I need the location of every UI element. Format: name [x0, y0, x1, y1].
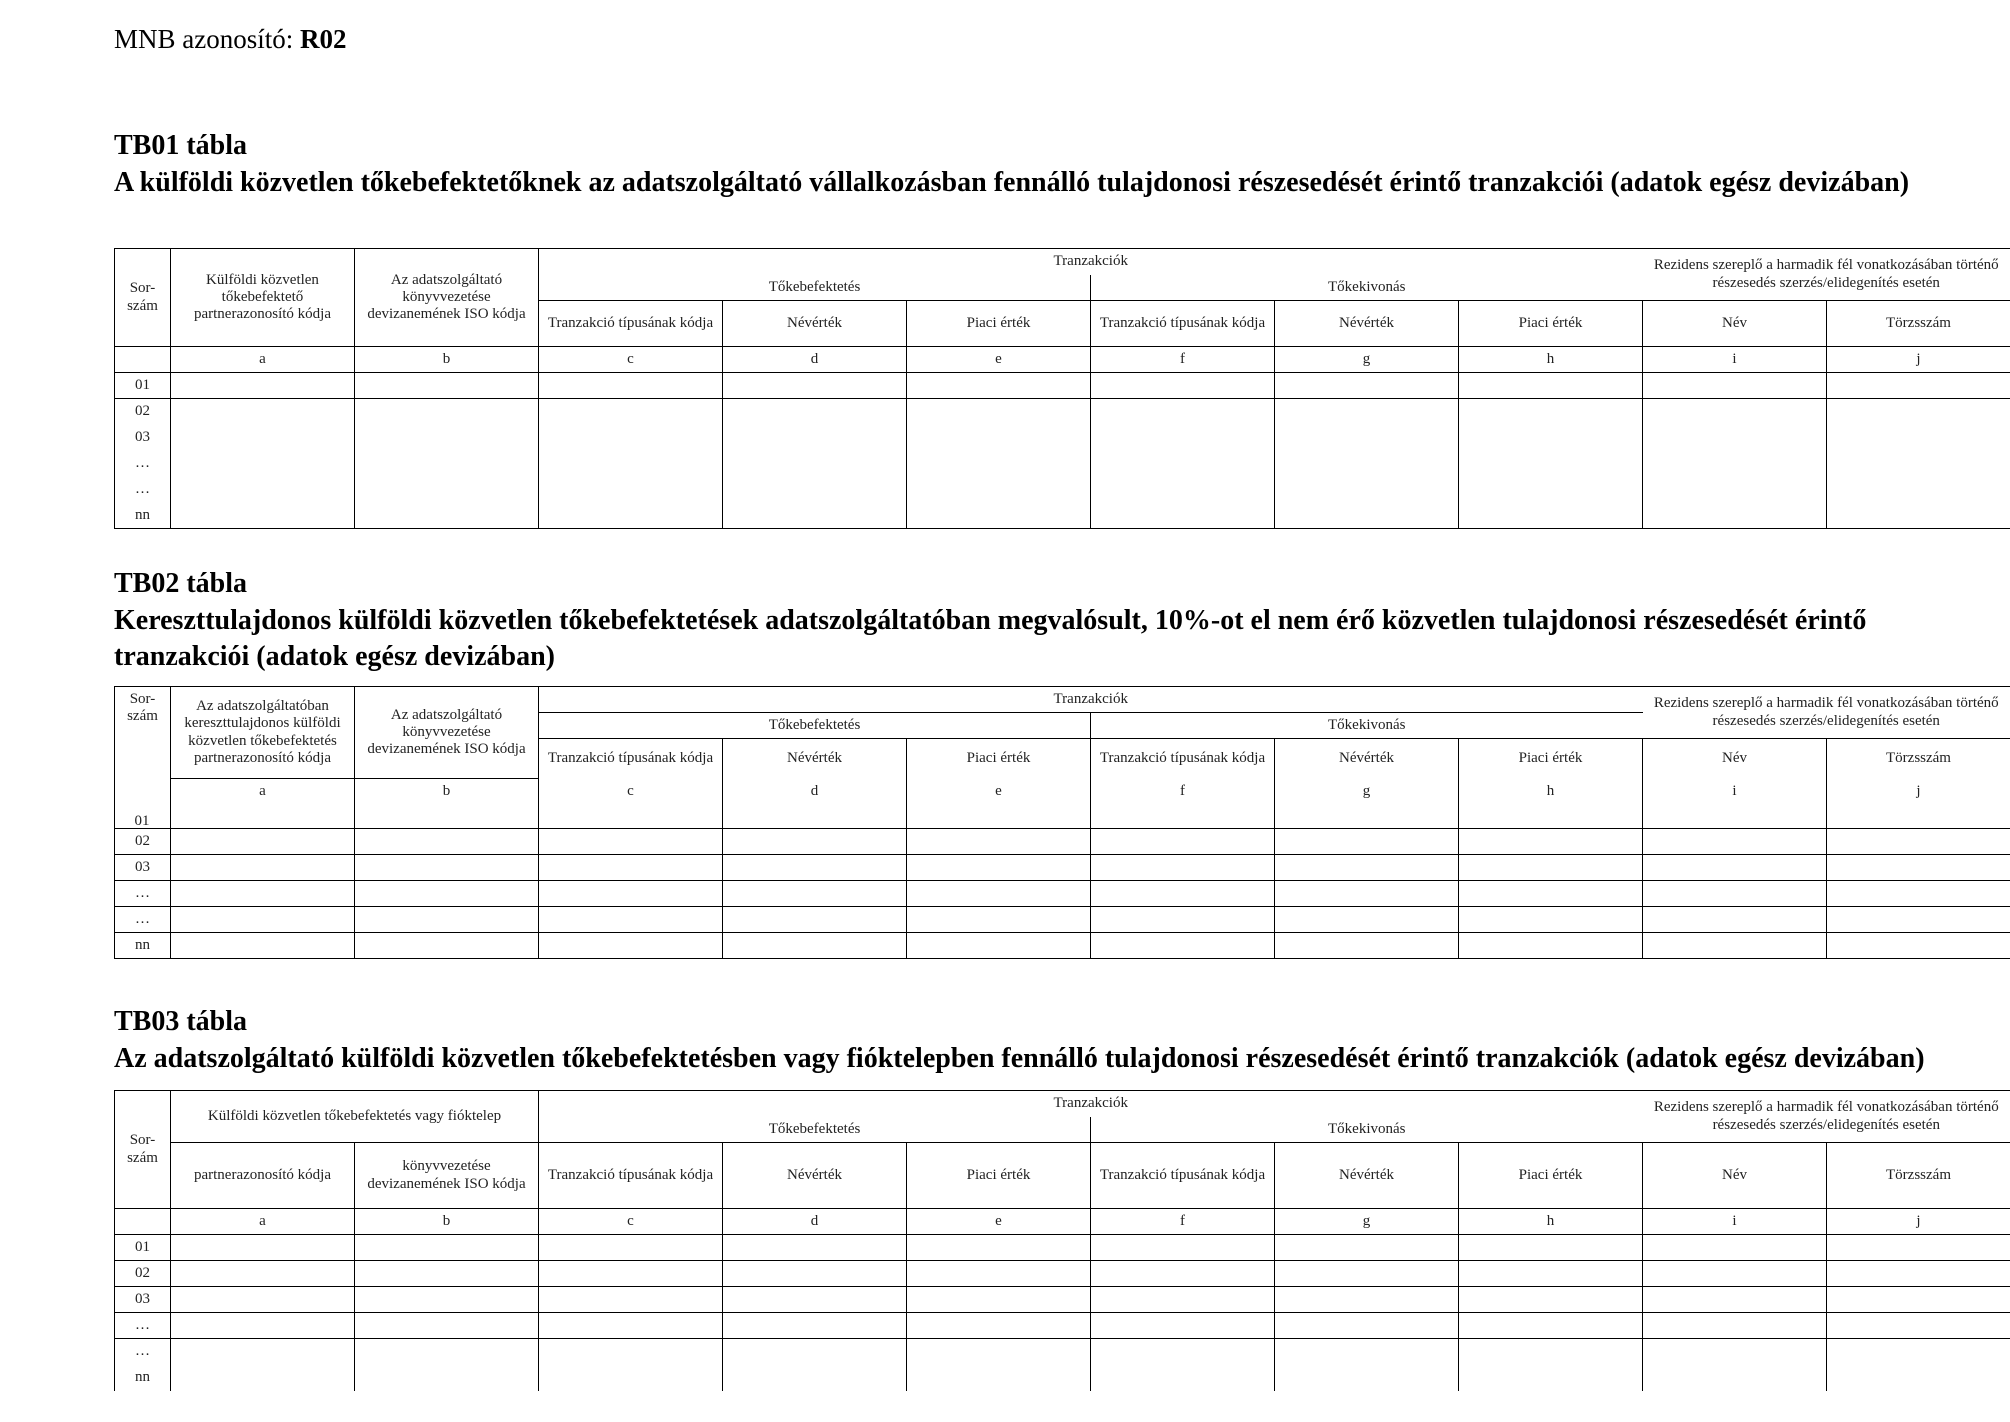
- table-row: [115, 1235, 2010, 1261]
- tb01-letter: i: [1643, 347, 1827, 373]
- tb03-h-tranzakciok: Tranzakciók: [539, 1091, 1643, 1117]
- data-cell[interactable]: [1827, 855, 2010, 881]
- data-cell[interactable]: [355, 1261, 539, 1287]
- row-number: …: [115, 1313, 171, 1339]
- data-cell[interactable]: [1643, 881, 1827, 907]
- table-row: [115, 829, 2010, 855]
- data-cell[interactable]: [539, 1339, 723, 1391]
- tb03-letter: e: [907, 1209, 1091, 1235]
- data-cell[interactable]: [1459, 907, 1643, 933]
- identifier-value: R02: [300, 24, 347, 54]
- data-cell[interactable]: [1459, 1287, 1643, 1313]
- data-cell[interactable]: [907, 881, 1091, 907]
- data-cell[interactable]: [1275, 907, 1459, 933]
- data-cell[interactable]: [355, 829, 539, 855]
- data-cell[interactable]: [539, 399, 723, 529]
- tb01-letter: g: [1275, 347, 1459, 373]
- row-number: nn: [115, 933, 171, 959]
- data-cell[interactable]: [355, 855, 539, 881]
- data-cell[interactable]: [171, 1339, 355, 1391]
- data-cell[interactable]: [907, 1339, 1091, 1391]
- row-number: 01: [134, 813, 150, 829]
- document-identifier: [114, 24, 347, 55]
- row-number: nn: [115, 503, 171, 529]
- table-row: [115, 399, 2010, 425]
- tb03-h-h: Piaci érték: [1459, 1143, 1643, 1209]
- data-cell[interactable]: [539, 373, 723, 399]
- data-cell[interactable]: [1827, 373, 2010, 399]
- table-row: [115, 373, 2010, 399]
- tb01-letter: e: [907, 347, 1091, 373]
- data-cell[interactable]: [1091, 907, 1275, 933]
- data-cell[interactable]: [1643, 1235, 1827, 1261]
- tb02-h-a: Az adatszolgáltatóban kereszttulajdonos külföldi közvetlen tőkebefektetés partnerazonosító kódja: [171, 687, 355, 779]
- data-cell[interactable]: [723, 829, 907, 855]
- data-cell[interactable]: [539, 855, 723, 881]
- row-number: 03: [115, 855, 171, 881]
- tb02-h-kivonas: Tőkekivonás: [1091, 713, 1643, 739]
- data-cell[interactable]: [1091, 1235, 1275, 1261]
- data-cell[interactable]: [1643, 373, 1827, 399]
- data-cell[interactable]: [539, 1261, 723, 1287]
- data-cell[interactable]: [539, 1235, 723, 1261]
- tb03-letter: j: [1827, 1209, 2010, 1235]
- tb02-letter: j: [1827, 779, 2010, 829]
- data-cell[interactable]: [1459, 399, 1643, 529]
- tb01-h-f: Tranzakció típusának kódja: [1091, 301, 1275, 347]
- data-cell[interactable]: [539, 907, 723, 933]
- data-cell[interactable]: [171, 1261, 355, 1287]
- tb01-letter: h: [1459, 347, 1643, 373]
- data-cell[interactable]: [171, 907, 355, 933]
- data-cell[interactable]: [907, 1261, 1091, 1287]
- data-cell[interactable]: [355, 399, 539, 529]
- data-cell[interactable]: [1091, 1313, 1275, 1339]
- tb01-h-e: Piaci érték: [907, 301, 1091, 347]
- data-cell[interactable]: [355, 1313, 539, 1339]
- data-cell[interactable]: [1091, 881, 1275, 907]
- tb01-title: TB01 tábla: [114, 130, 248, 161]
- data-cell[interactable]: [1643, 829, 1827, 855]
- data-cell[interactable]: [355, 933, 539, 959]
- tb02-h-f: Tranzakció típusának kódja: [1091, 739, 1275, 779]
- data-cell[interactable]: [723, 855, 907, 881]
- data-cell[interactable]: [1827, 1287, 2010, 1313]
- data-cell[interactable]: [539, 1287, 723, 1313]
- tb03-h-c: Tranzakció típusának kódja: [539, 1143, 723, 1209]
- data-cell[interactable]: [1827, 399, 2010, 529]
- tb02-title: TB02 tábla: [114, 568, 248, 599]
- data-cell[interactable]: [723, 399, 907, 529]
- tb03-letter: g: [1275, 1209, 1459, 1235]
- data-cell[interactable]: [1459, 1313, 1643, 1339]
- data-cell[interactable]: [1275, 1235, 1459, 1261]
- tb01-letter: f: [1091, 347, 1275, 373]
- data-cell[interactable]: [1091, 1261, 1275, 1287]
- data-cell[interactable]: [723, 881, 907, 907]
- data-cell[interactable]: [355, 1339, 539, 1391]
- tb02-h-c: Tranzakció típusának kódja: [539, 739, 723, 779]
- tb03-h-a: partnerazonosító kódja: [171, 1143, 355, 1209]
- tb03-letter: d: [723, 1209, 907, 1235]
- tb01-h-j: Törzsszám: [1827, 301, 2010, 347]
- row-number: 01: [115, 1235, 171, 1261]
- identifier-label: MNB azonosító:: [114, 24, 294, 54]
- data-cell[interactable]: [355, 881, 539, 907]
- data-cell[interactable]: [1643, 1313, 1827, 1339]
- data-cell[interactable]: [907, 1287, 1091, 1313]
- row-number: 02: [115, 399, 171, 425]
- tb03-h-befektetes: Tőkebefektetés: [539, 1117, 1091, 1143]
- row-number: 02: [115, 829, 171, 855]
- table-row: [115, 1313, 2010, 1339]
- data-cell[interactable]: [1275, 399, 1459, 529]
- tb02-h-g: Névérték: [1275, 739, 1459, 779]
- data-cell[interactable]: [1827, 1313, 2010, 1339]
- data-cell[interactable]: [1827, 1235, 2010, 1261]
- tb02-h-i: Név: [1643, 739, 1827, 779]
- table-row: [115, 933, 2010, 959]
- data-cell[interactable]: [171, 1313, 355, 1339]
- tb02-h-b: Az adatszolgáltató könyvvezetése devizanemének ISO kódja: [355, 687, 539, 779]
- tb01-letter-row: [115, 347, 2010, 373]
- row-number: …: [115, 1339, 171, 1365]
- tb02-letter: e: [907, 779, 1091, 829]
- tb01-letter: b: [355, 347, 539, 373]
- data-cell[interactable]: [1275, 1261, 1459, 1287]
- tb01-h-sor: Sor-szám: [115, 249, 171, 347]
- tb02-letter: d: [723, 779, 907, 829]
- table-row: [115, 855, 2010, 881]
- data-cell[interactable]: [907, 399, 1091, 529]
- tb03-table: [114, 1090, 2010, 1391]
- data-cell[interactable]: [1091, 933, 1275, 959]
- row-number: 03: [115, 425, 171, 451]
- row-number: …: [115, 451, 171, 477]
- table-row: [115, 907, 2010, 933]
- tb02-letter: i: [1643, 779, 1827, 829]
- tb02-subtitle: Kereszttulajdonos külföldi közvetlen tőkebefektetések adatszolgáltatóban megvalósult, 10%-ot el nem érő közvetlen tulajdonosi részesedését érintő tranzakciói (adatok egész devizában): [114, 605, 1867, 672]
- tb02-h-e: Piaci érték: [907, 739, 1091, 779]
- data-cell[interactable]: [1827, 907, 2010, 933]
- tb03-h-kivonas: Tőkekivonás: [1091, 1117, 1643, 1143]
- data-cell[interactable]: [171, 373, 355, 399]
- data-cell[interactable]: [1091, 855, 1275, 881]
- row-number: 03: [115, 1287, 171, 1313]
- tb03-h-group: Külföldi közvetlen tőkebefektetés vagy fióktelep: [171, 1091, 539, 1143]
- tb03-letter-row: [115, 1209, 2010, 1235]
- data-cell[interactable]: [1091, 373, 1275, 399]
- tb03-letter: f: [1091, 1209, 1275, 1235]
- data-cell[interactable]: [907, 933, 1091, 959]
- data-cell[interactable]: [723, 1287, 907, 1313]
- data-cell[interactable]: [1091, 399, 1275, 529]
- tb03-subtitle: Az adatszolgáltató külföldi közvetlen tőkebefektetésben vagy fióktelepben fennálló tulajdonosi részesedését érintő tranzakciók (adatok egész devizában): [114, 1043, 1925, 1074]
- tb02-letter: c: [539, 779, 723, 829]
- row-number: 01: [115, 373, 171, 399]
- tb03-h-j: Törzsszám: [1827, 1143, 2010, 1209]
- tb02-h-tranzakciok: Tranzakciók: [539, 687, 1643, 713]
- data-cell[interactable]: [1459, 881, 1643, 907]
- data-cell[interactable]: [1643, 933, 1827, 959]
- data-cell[interactable]: [1091, 1287, 1275, 1313]
- tb03-letter: c: [539, 1209, 723, 1235]
- tb02-h-sor: Sor-szám: [115, 687, 171, 829]
- data-cell[interactable]: [1643, 907, 1827, 933]
- data-cell[interactable]: [1275, 933, 1459, 959]
- data-cell[interactable]: [539, 881, 723, 907]
- data-cell[interactable]: [1827, 829, 2010, 855]
- data-cell[interactable]: [171, 829, 355, 855]
- tb02-h-befektetes: Tőkebefektetés: [539, 713, 1091, 739]
- tb01-h-i: Név: [1643, 301, 1827, 347]
- tb01-table: [114, 248, 2010, 529]
- data-cell[interactable]: [1459, 1339, 1643, 1391]
- data-cell[interactable]: [1459, 1261, 1643, 1287]
- tb01-h-tranzakciok: Tranzakciók: [539, 249, 1643, 275]
- data-cell[interactable]: [1827, 881, 2010, 907]
- data-cell[interactable]: [539, 1313, 723, 1339]
- data-cell[interactable]: [723, 907, 907, 933]
- data-cell[interactable]: [1275, 881, 1459, 907]
- tb03-letter: a: [171, 1209, 355, 1235]
- data-cell[interactable]: [539, 829, 723, 855]
- tb03-h-g: Névérték: [1275, 1143, 1459, 1209]
- data-cell[interactable]: [1459, 933, 1643, 959]
- tb03-h-sor: Sor-szám: [115, 1091, 171, 1209]
- data-cell[interactable]: [1643, 1261, 1827, 1287]
- tb02-letter: f: [1091, 779, 1275, 829]
- data-cell[interactable]: [1827, 1339, 2010, 1391]
- tb01-h-c: Tranzakció típusának kódja: [539, 301, 723, 347]
- data-cell[interactable]: [539, 933, 723, 959]
- data-cell[interactable]: [171, 399, 355, 529]
- table-row: [115, 1287, 2010, 1313]
- data-cell[interactable]: [1459, 1235, 1643, 1261]
- data-cell[interactable]: [723, 1313, 907, 1339]
- tb03-h-i: Név: [1643, 1143, 1827, 1209]
- tb03-letter: b: [355, 1209, 539, 1235]
- data-cell[interactable]: [171, 1287, 355, 1313]
- data-cell[interactable]: [171, 881, 355, 907]
- tb01-h-d: Névérték: [723, 301, 907, 347]
- tb02-letter: a: [171, 779, 355, 829]
- tb03-h-e: Piaci érték: [907, 1143, 1091, 1209]
- row-number: …: [115, 477, 171, 503]
- data-cell[interactable]: [1643, 1339, 1827, 1391]
- tb03-letter: h: [1459, 1209, 1643, 1235]
- data-cell[interactable]: [723, 1235, 907, 1261]
- data-cell[interactable]: [723, 933, 907, 959]
- table-row: [115, 1261, 2010, 1287]
- tb01-h-g: Névérték: [1275, 301, 1459, 347]
- tb01-h-a: Külföldi közvetlen tőkebefektető partnerazonosító kódja: [171, 249, 355, 347]
- data-cell[interactable]: [723, 1339, 907, 1391]
- tb03-h-rezidens: Rezidens szereplő a harmadik fél vonatkozásában történő részesedés szerzés/elidegenítés esetén: [1643, 1091, 2010, 1143]
- tb01-h-h: Piaci érték: [1459, 301, 1643, 347]
- data-cell[interactable]: [1459, 855, 1643, 881]
- data-cell[interactable]: [1275, 1339, 1459, 1391]
- tb02-h-d: Névérték: [723, 739, 907, 779]
- tb03-h-b: könyvvezetése devizanemének ISO kódja: [355, 1143, 539, 1209]
- data-cell[interactable]: [1275, 855, 1459, 881]
- data-cell[interactable]: [1643, 855, 1827, 881]
- row-number: …: [115, 881, 171, 907]
- data-cell[interactable]: [1827, 1261, 2010, 1287]
- tb01-subtitle: A külföldi közvetlen tőkebefektetőknek az adatszolgáltató vállalkozásban fennálló tulajdonosi részesedését érintő tranzakciói (adatok egész devizában): [114, 167, 1910, 198]
- data-cell[interactable]: [1275, 1313, 1459, 1339]
- data-cell[interactable]: [907, 855, 1091, 881]
- data-cell[interactable]: [355, 1287, 539, 1313]
- data-cell[interactable]: [1275, 373, 1459, 399]
- data-cell[interactable]: [907, 907, 1091, 933]
- tb03-letter: i: [1643, 1209, 1827, 1235]
- tb01-letter: d: [723, 347, 907, 373]
- data-cell[interactable]: [1091, 1339, 1275, 1391]
- tb02-letter: h: [1459, 779, 1643, 829]
- tb03-h-d: Névérték: [723, 1143, 907, 1209]
- tb02-h-rezidens: Rezidens szereplő a harmadik fél vonatkozásában történő részesedés szerzés/elidegenítés esetén: [1643, 687, 2010, 739]
- tb02-letter: g: [1275, 779, 1459, 829]
- tb03-h-f: Tranzakció típusának kódja: [1091, 1143, 1275, 1209]
- data-cell[interactable]: [1275, 829, 1459, 855]
- row-number: …: [115, 907, 171, 933]
- data-cell[interactable]: [1827, 933, 2010, 959]
- tb01-h-befektetes: Tőkebefektetés: [539, 275, 1091, 301]
- data-cell[interactable]: [355, 907, 539, 933]
- data-cell[interactable]: [1643, 399, 1827, 529]
- data-cell[interactable]: [723, 1261, 907, 1287]
- data-cell[interactable]: [355, 373, 539, 399]
- data-cell[interactable]: [355, 1235, 539, 1261]
- data-cell[interactable]: [171, 933, 355, 959]
- data-cell[interactable]: [723, 373, 907, 399]
- data-cell[interactable]: [1459, 829, 1643, 855]
- data-cell[interactable]: [1091, 829, 1275, 855]
- tb02-table: [114, 686, 2010, 959]
- tb02-letter: b: [355, 779, 539, 829]
- data-cell[interactable]: [1275, 1287, 1459, 1313]
- data-cell[interactable]: [907, 829, 1091, 855]
- tb01-letter: j: [1827, 347, 2010, 373]
- tb02-letter-row: [115, 779, 2010, 829]
- tb01-letter: c: [539, 347, 723, 373]
- data-cell[interactable]: [907, 373, 1091, 399]
- data-cell[interactable]: [171, 855, 355, 881]
- data-cell[interactable]: [1459, 373, 1643, 399]
- tb01-h-kivonas: Tőkekivonás: [1091, 275, 1643, 301]
- tb01-h-b: Az adatszolgáltató könyvvezetése devizanemének ISO kódja: [355, 249, 539, 347]
- tb02-h-h: Piaci érték: [1459, 739, 1643, 779]
- table-row: [115, 1339, 2010, 1365]
- data-cell[interactable]: [907, 1235, 1091, 1261]
- tb01-h-rezidens: Rezidens szereplő a harmadik fél vonatkozásában történő részesedés szerzés/elidegenítés esetén: [1643, 249, 2010, 301]
- table-row: [115, 881, 2010, 907]
- tb02-h-j: Törzsszám: [1827, 739, 2010, 779]
- data-cell[interactable]: [171, 1235, 355, 1261]
- row-number: 02: [115, 1261, 171, 1287]
- tb03-title: TB03 tábla: [114, 1006, 248, 1037]
- tb01-letter: a: [171, 347, 355, 373]
- data-cell[interactable]: [907, 1313, 1091, 1339]
- row-number: nn: [115, 1365, 171, 1391]
- data-cell[interactable]: [1643, 1287, 1827, 1313]
